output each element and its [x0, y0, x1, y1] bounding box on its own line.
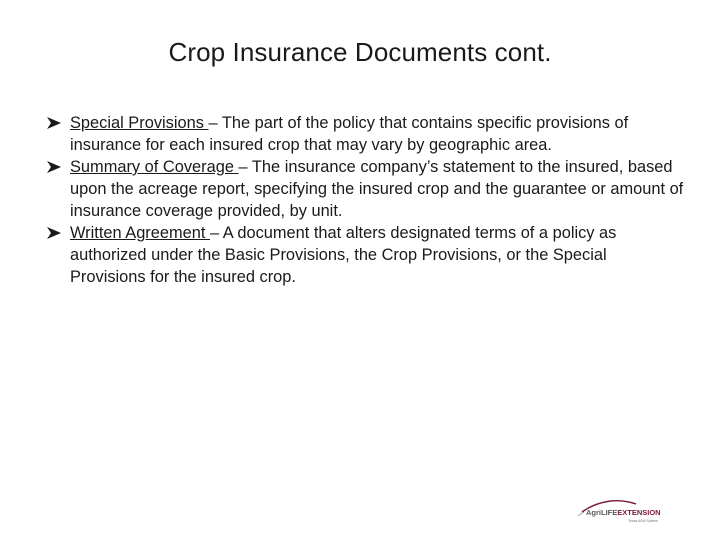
- definition-text: – The insurance company’s statement to the insured, based upon the acreage report, specifying the insured crop and the guarantee or amount of insurance coverage provided, by unit.: [70, 158, 684, 220]
- arrowhead-bullet-icon: [46, 160, 62, 174]
- arrowhead-bullet-icon: [46, 116, 62, 130]
- arrowhead-bullet-icon: [46, 226, 62, 240]
- definition-text: – The part of the policy that contains specific provisions of insurance for each insured crop that may vary by geographic area.: [70, 114, 629, 154]
- list-item: [46, 112, 686, 156]
- term-summary-of-coverage: Summary of Coverage: [70, 158, 239, 176]
- logo-suffix: EXTENSION: [617, 508, 661, 517]
- logo-subtitle: Texas A&M System: [628, 519, 659, 523]
- term-special-provisions: Special Provisions: [70, 114, 209, 132]
- list-item: [46, 222, 686, 288]
- slide-title: Crop Insurance Documents cont.: [168, 37, 552, 67]
- term-written-agreement: Written Agreement: [70, 224, 210, 242]
- logo-prefix: AgriLIFE: [586, 508, 618, 517]
- agrilife-extension-logo: [574, 496, 684, 528]
- definition-text: – A document that alters designated terms of a policy as authorized under the Basic Provisions, the Crop Provisions, or the Special Provisions for the insured crop.: [70, 224, 617, 286]
- list-item: [46, 156, 686, 222]
- logo-wordmark: [586, 508, 661, 517]
- definitions-list: [46, 112, 686, 288]
